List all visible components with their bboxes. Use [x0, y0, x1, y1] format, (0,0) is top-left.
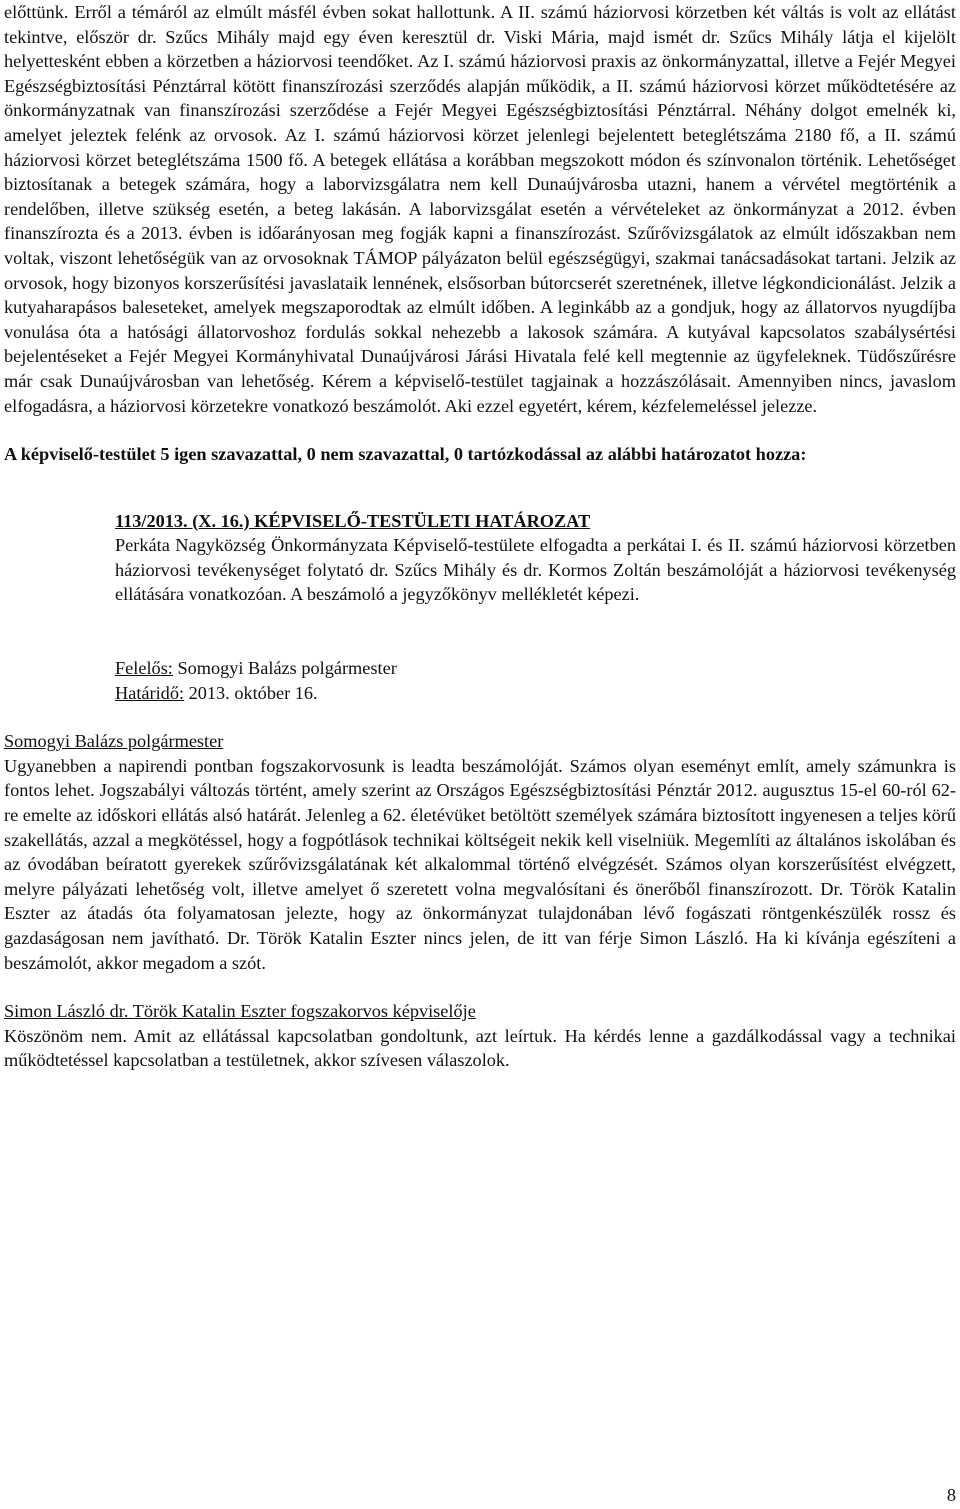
spacer — [4, 467, 956, 491]
spacer — [115, 607, 956, 656]
resolution-block — [115, 509, 956, 706]
resolution-body: Perkáta Nagyközség Önkormányzata Képviselő-testülete elfogadta a perkátai I. és II. számú háziorvosi körzetben háziorvosi tevékenységet folytató dr. Szűcs Mihály és dr. Kormos Zoltán beszámolóját a háziorvosi tevékenység ellátására vonatkozóan. A beszámoló a jegyzőkönyv mellékletét képezi. — [115, 535, 956, 605]
document-page — [4, 0, 956, 1073]
intro-paragraph: előttünk. Erről a témáról az elmúlt másfél évben sokat hallottunk. A II. számú háziorvosi körzetben két váltás is volt az ellátást tekintve, először dr. Szűcs Mihály majd egy éven keresztül dr. Viski Mária, majd ismét dr. Szűcs Mihály látja el kijelölt helyettesként ebben a körzetben a háziorvosi teendőket. Az I. számú háziorvosi praxis az önkormányzattal, illetve a Fejér Megyei Egészségbiztosítási Pénztárral kötött finanszírozási szerződés alapján működik, a II. számú háziorvosi körzet működtetésére az önkormányzatnak van finanszírozási szerződése a Fejér Megyei Egészségbiztosítási Pénztárral. Néhány dolgot emelnék ki, amelyet jeleztek felénk az orvosok. Az I. számú háziorvosi körzet jelenlegi bejelentett beteglétszáma 2180 fő, a II. számú háziorvosi körzet beteglétszáma 1500 fő. A betegek ellátása a korábban megszokott módon és színvonalon történik. Lehetőséget biztosítanak a betegek számára, hogy a laborvizsgálatra nem kell Dunaújvárosba utazni, hanem a vérvétel megtörténik a rendelőben, illetve szükség esetén, a beteg lakásán. A laborvizsgálat esetén a vérvételeket az önkormányzat a 2012. évben finanszírozta és a 2013. évben is időarányosan meg fogják kapni a finanszírozást. Szűrővizsgálatok az elmúlt időszakban nem voltak, viszont lehetőségük van az orvosoknak TÁMOP pályázaton belül egészségügyi, szakmai tanácsadásokat tartani. Jelzik az orvosok, hogy bizonyos korszerűsítési javaslataik lennének, elsősorban bútorcserét szeretnének, illetve légkondicionálást. Jelzik a kutyaharapásos baleseteket, amelyek megszaporodtak az elmúlt időben. A leginkább az a gondjuk, hogy az állatorvos nyugdíjba vonulása óta a hatósági állatorvoshoz fordulás sokkal nehezebb a lakosok számára. A kutyával kapcsolatos szabálysértési bejelentéseket a Fejér Megyei Kormányhivatal Dunaújvárosi Járási Hivatala felé kell megtennie az ügyfeleknek. Tüdőszűrésre már csak Dunaújvárosban van lehetőség. Kérem a képviselő-testület tagjainak a hozzászólásait. Amennyiben nincs, javaslom elfogadásra, a háziorvosi körzetekre vonatkozó beszámolót. Aki ezzel egyetért, kérem, kézfelemeléssel jelezze. — [4, 2, 956, 416]
page-number: 8 — [946, 1485, 956, 1505]
resolution-title: 113/2013. (X. 16.) KÉPVISELŐ-TESTÜLETI HATÁROZAT — [115, 510, 591, 531]
speaker-1-text: Ugyanebben a napirendi pontban fogszakorvosunk is leadta beszámolóját. Számos olyan eseményt említ, amely számunkra is fontos lehet. Jogszabályi változás történt, amely szerint az Országos Egészségbiztosítási Pénztár 2012. augusztus 15-el 60-ról 62-re emelte az időskori ellátás alsó határát. Jelenleg a 62. életévüket betöltött személyek számára biztosított ingyenesen a teljes körű szakellátás, azzal a megkötéssel, hogy a fogpótlások technikai költségeit nekik kell viselniük. Megemlíti az általános iskolában és az óvodában beíratott gyerekek szűrővizsgálatának két alkalommal történő elvégzését. Számos olyan korszerűsítést elvégzett, melyre pályázati lehetőség volt, illetve amelyet ő szeretett volna megvalósítani és önerőből finanszírozott. Dr. Török Katalin Eszter az átadás óta folyamatosan jelezte, hogy az önkormányzat tulajdonában lévő fogászati röntgenkészülék rossz és gazdaságosan nem javítható. Dr. Török Katalin Eszter nincs jelen, de itt van férje Simon László. Ha ki kívánja egészíteni a beszámolót, akkor megadom a szót. — [4, 755, 956, 973]
spacer — [4, 491, 956, 509]
vote-statement: A képviselő-testület 5 igen szavazattal, 0 nem szavazattal, 0 tartózkodással az alábbi határozatot hozza: — [4, 444, 807, 465]
responsible-value: Somogyi Balázs polgármester — [172, 658, 397, 679]
responsible-label: Felelős: — [115, 658, 173, 679]
speaker-2-text: Köszönöm nem. Amit az ellátással kapcsolatban gondoltunk, azt leírtuk. Ha kérdés lenne a gazdálkodással vagy a technikai működtetéssel kapcsolatban a testületnek, akkor szívesen válaszolok. — [4, 1025, 956, 1071]
deadline-line — [115, 681, 956, 706]
deadline-label: Határidő: — [115, 682, 185, 703]
spacer — [4, 975, 956, 999]
speaker-2-name: Simon László dr. Török Katalin Eszter fogszakorvos képviselője — [4, 1001, 476, 1022]
spacer — [4, 705, 956, 729]
responsible-line — [115, 656, 956, 681]
deadline-value: 2013. október 16. — [184, 682, 318, 703]
spacer — [4, 418, 956, 442]
speaker-1-name: Somogyi Balázs polgármester — [4, 731, 224, 752]
